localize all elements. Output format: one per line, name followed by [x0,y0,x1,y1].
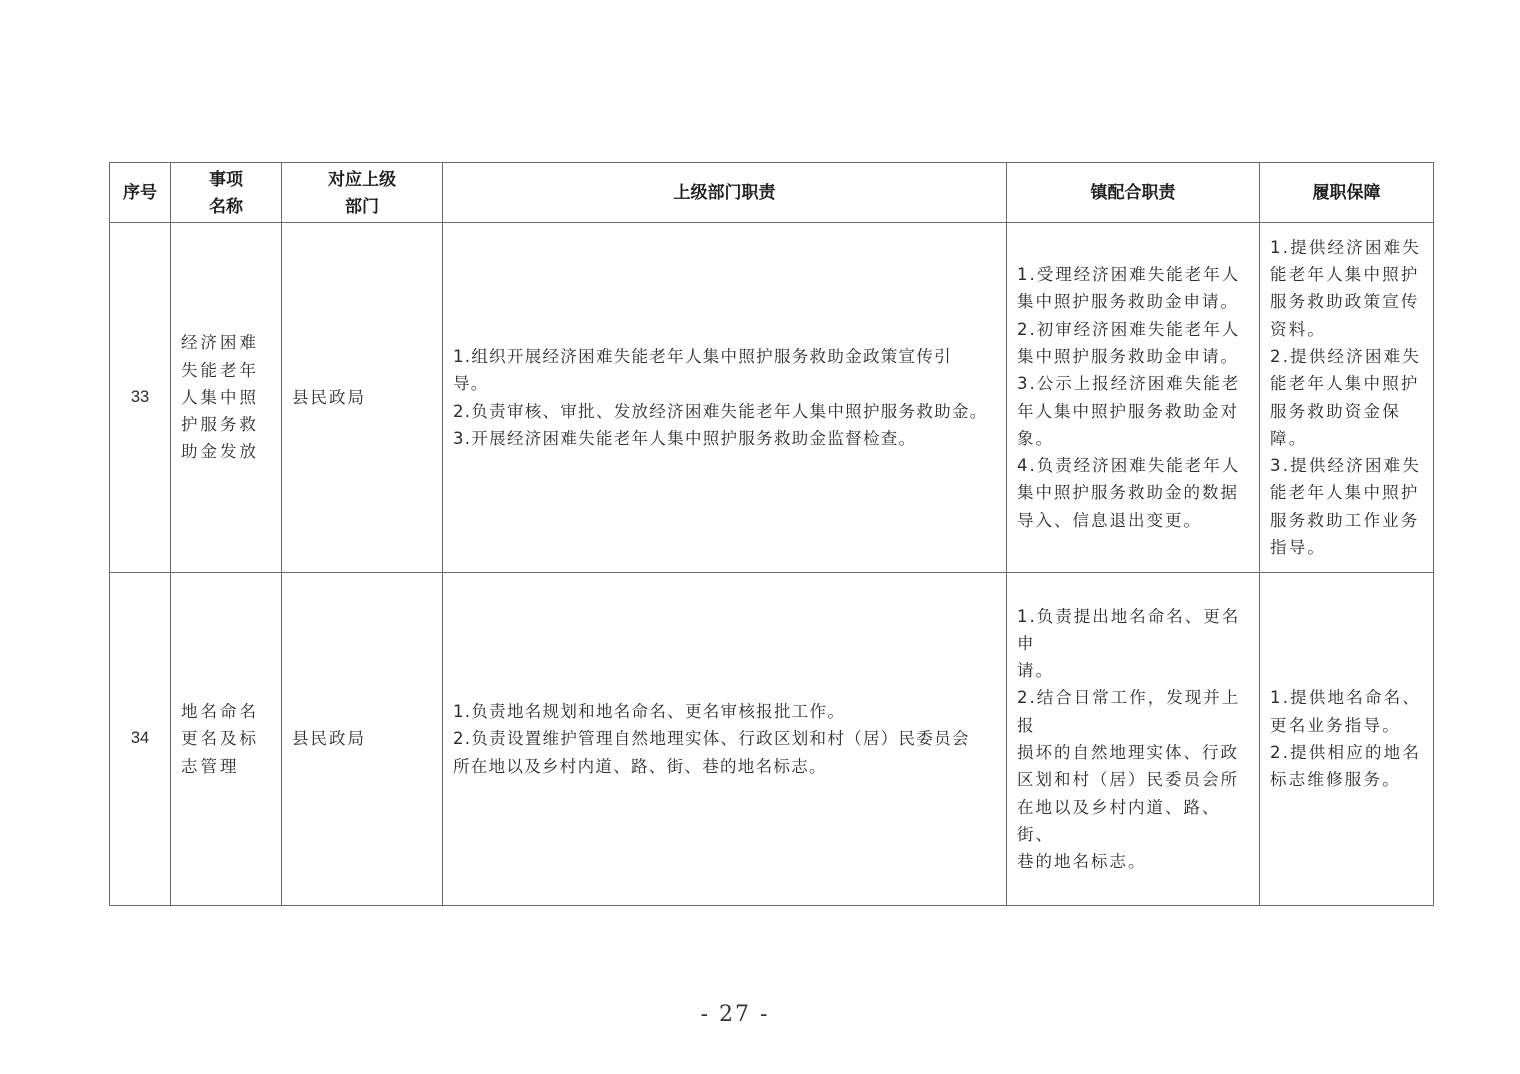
cell-line: 区划和村（居）民委员会所 [1017,770,1239,790]
cell-line: 护服务救 [181,415,259,435]
cell-line: 象。 [1017,428,1054,448]
cell-line: 2.初审经济困难失能老年人 [1017,319,1241,339]
cell-line: 在地以及乡村内道、路、街、 [1017,797,1221,844]
cell-item-name [171,223,282,573]
cell-line: 服务救助政策宣传 [1270,292,1420,312]
cell-line: 标志维修服务。 [1270,770,1401,790]
cell-line: 地名命名 [181,702,259,722]
cell-upper-duty [443,223,1007,573]
header-town-duty: 镇配合职责 [1007,163,1260,223]
cell-line: 障。 [1270,428,1308,448]
cell-line: 3.开展经济困难失能老年人集中照护服务救助金监督检查。 [453,428,917,448]
duty-table [109,162,1434,906]
cell-no: 33 [110,223,171,573]
cell-town-duty [1007,573,1260,906]
cell-upper-duty [443,573,1007,906]
cell-line: 1.提供经济困难失 [1270,237,1422,257]
page-number: - 27 - [700,1002,770,1027]
cell-line: 1.受理经济困难失能老年人 [1017,265,1241,285]
table-header [110,163,1434,223]
cell-line: 2.结合日常工作，发现并上报 [1017,688,1241,735]
header-upper-duty: 上级部门职责 [443,163,1007,223]
cell-line: 失能老年 [181,360,259,380]
cell-guarantee [1260,223,1434,573]
cell-line: 集中照护服务救助金申请。 [1017,292,1239,312]
cell-line: 4.负责经济困难失能老年人 [1017,456,1241,476]
table-body [110,223,1434,906]
cell-line: 3.公示上报经济困难失能老 [1017,374,1241,394]
header-row [110,163,1434,223]
cell-line: 1.组织开展经济困难失能老年人集中照护服务救助金政策宣传引 [453,346,952,366]
cell-line: 1.负责提出地名命名、更名申 [1017,606,1241,653]
cell-line: 请。 [1017,661,1054,681]
header-upper-dept-line: 对应上级 [328,169,396,189]
cell-line: 1.提供地名命名、 [1270,688,1422,708]
header-item-name-line: 事项 [209,169,243,189]
cell-line: 资料。 [1270,319,1327,339]
cell-line: 更名及标 [181,729,259,749]
cell-line: 志管理 [181,756,240,776]
cell-line: 巷的地名标志。 [1017,852,1147,872]
header-upper-dept [282,163,443,223]
cell-line: 损坏的自然地理实体、行政 [1017,743,1239,762]
cell-line: 经济困难 [181,333,259,353]
cell-line: 能老年人集中照护 [1270,265,1420,285]
cell-line: 集中照护服务救助金申请。 [1017,346,1239,366]
cell-item-name [171,573,282,906]
cell-line: 3.提供经济困难失 [1270,456,1422,476]
cell-town-duty [1007,223,1260,573]
cell-line: 2.负责审核、审批、发放经济困难失能老年人集中照护服务救助金。 [453,401,988,421]
header-no: 序号 [110,163,171,223]
cell-line: 服务救助资金保 [1270,401,1401,421]
cell-line: 年人集中照护服务救助金对 [1017,401,1239,421]
cell-line: 所在地以及乡村内道、路、街、巷的地名标志。 [453,756,827,776]
cell-line: 2.提供经济困难失 [1270,346,1422,366]
cell-line: 服务救助工作业务 [1270,510,1420,530]
cell-no: 34 [110,573,171,906]
cell-line: 1.负责地名规划和地名命名、更名审核报批工作。 [453,702,846,722]
table-row [110,573,1434,906]
header-guarantee: 履职保障 [1260,163,1434,223]
cell-line: 更名业务指导。 [1270,715,1401,735]
header-item-name [171,163,282,223]
cell-upper-dept: 县民政局 [282,573,443,906]
cell-line: 能老年人集中照护 [1270,483,1420,503]
cell-line: 指导。 [1270,537,1327,557]
cell-line: 能老年人集中照护 [1270,374,1420,394]
cell-line: 2.提供相应的地名 [1270,743,1422,762]
cell-line: 导入、信息退出变更。 [1017,510,1202,530]
cell-line: 集中照护服务救助金的数据 [1017,483,1239,503]
cell-line: 2.负责设置维护管理自然地理实体、行政区划和村（居）民委员会 [453,729,970,749]
table-row [110,223,1434,573]
cell-guarantee [1260,573,1434,906]
cell-line: 导。 [453,374,489,394]
cell-line: 助金发放 [181,442,259,462]
cell-line: 人集中照 [181,387,259,407]
header-item-name-line: 名称 [209,196,243,216]
cell-upper-dept: 县民政局 [282,223,443,573]
header-upper-dept-line: 部门 [345,196,379,216]
